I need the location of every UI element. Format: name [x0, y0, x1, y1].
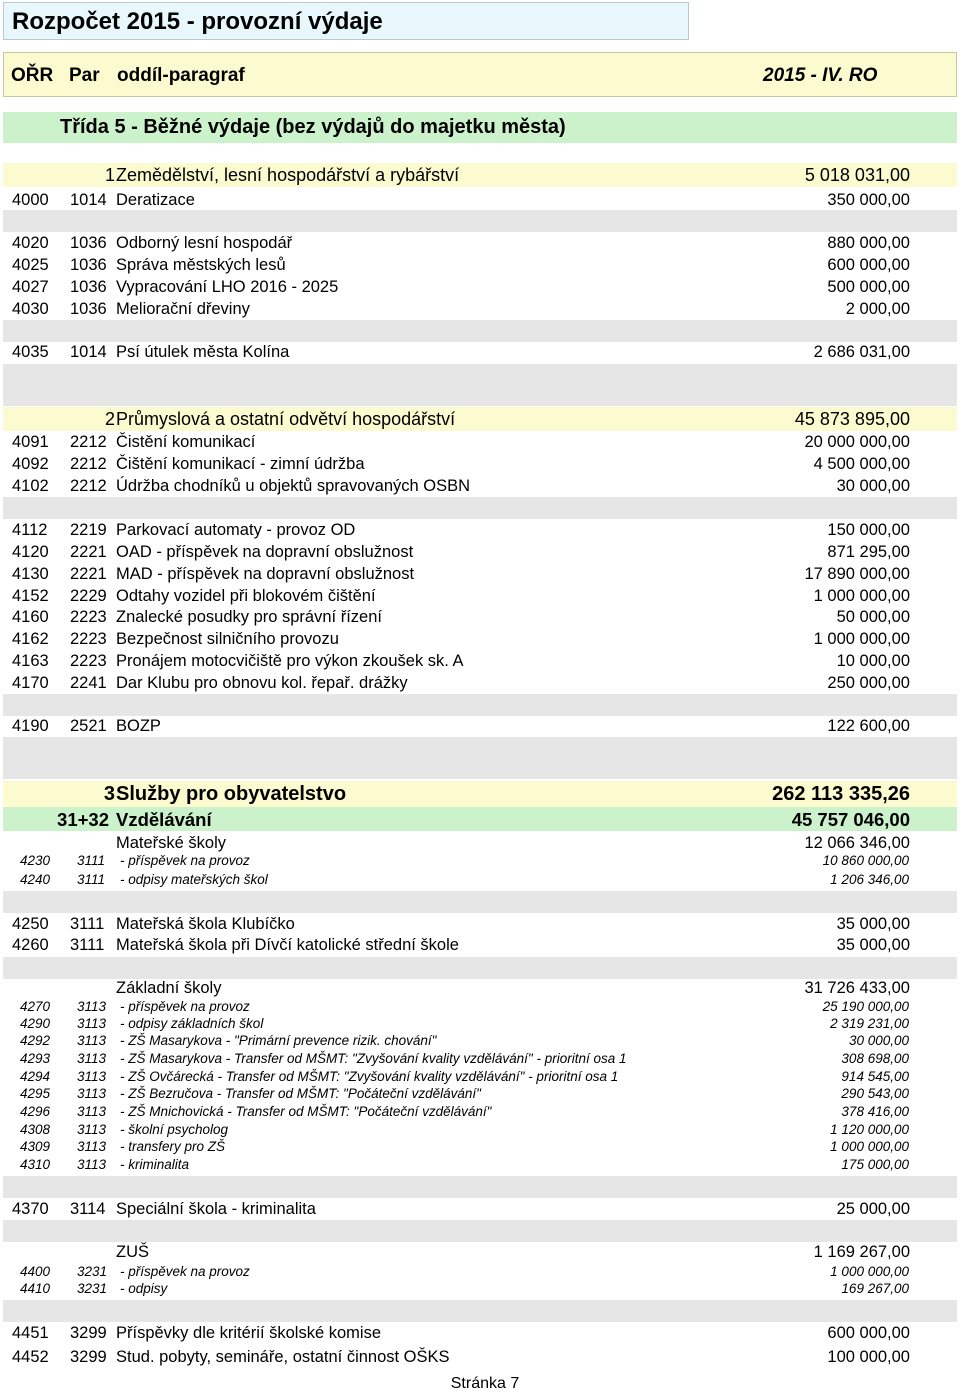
paragraph-code: 2223	[70, 652, 107, 670]
orr-code: 4452	[12, 1348, 49, 1366]
item-amount: 1 169 267,00	[813, 1243, 910, 1261]
item-amount: 600 000,00	[827, 1324, 910, 1342]
item-amount: 290 543,00	[841, 1086, 909, 1101]
item-amount: 1 000 000,00	[813, 587, 910, 605]
orr-code: 4260	[12, 936, 49, 954]
item-amount: 4 500 000,00	[813, 455, 910, 473]
paragraph-code: 3231	[77, 1264, 108, 1279]
page-title-box	[3, 2, 689, 40]
table-row	[3, 934, 957, 956]
table-row	[3, 519, 957, 541]
paragraph-code: 3114	[70, 1200, 106, 1218]
paragraph-code: 1014	[70, 343, 107, 361]
table-row	[3, 254, 957, 276]
item-amount: 871 295,00	[827, 543, 910, 561]
item-amount: 378 416,00	[841, 1104, 909, 1119]
class-title-row	[3, 112, 957, 143]
orr-code: 4230	[20, 853, 51, 868]
spacer-row	[3, 497, 957, 519]
orr-code: 4290	[20, 1016, 51, 1031]
table-row	[3, 1138, 957, 1155]
spacer-row	[3, 320, 957, 342]
paragraph-code: 3113	[77, 1016, 107, 1031]
paragraph-code: 2229	[70, 587, 107, 605]
orr-code: 4102	[12, 477, 49, 495]
orr-code: 4294	[20, 1069, 51, 1084]
spacer-row	[3, 1300, 957, 1322]
paragraph-code: 1014	[70, 191, 107, 209]
item-amount: 45 757 046,00	[791, 809, 910, 830]
item-description: Průmyslová a ostatní odvětví hospodářství	[116, 409, 456, 429]
group-row	[3, 1241, 957, 1263]
item-amount: 1 120 000,00	[830, 1122, 909, 1137]
item-amount: 1 000 000,00	[830, 1264, 909, 1279]
paragraph-code: 2521	[70, 717, 107, 735]
orr-code: 4152	[12, 587, 49, 605]
item-amount: 10 860 000,00	[822, 853, 909, 868]
table-row	[3, 563, 957, 585]
item-description: Čištění komunikací - zimní údržba	[116, 455, 365, 473]
spacer-row	[3, 737, 957, 779]
paragraph-code: 2212	[70, 455, 107, 473]
item-description: OAD - příspěvek na dopravní obslužnost	[116, 543, 414, 561]
orr-code: 4270	[20, 999, 51, 1014]
header-section: oddíl-paragraf	[117, 65, 245, 86]
paragraph-code: 1036	[70, 278, 107, 296]
item-description: - kriminalita	[120, 1157, 190, 1172]
orr-code: 4163	[12, 652, 49, 670]
item-description: Mateřské školy	[116, 834, 227, 852]
item-amount: 12 066 346,00	[804, 834, 910, 852]
item-description: Deratizace	[116, 191, 195, 209]
item-amount: 17 890 000,00	[804, 565, 910, 583]
paragraph-code: 3113	[77, 1157, 107, 1172]
header-amount: 2015 - IV. RO	[763, 65, 878, 86]
table-row	[3, 298, 957, 320]
class-title: Třída 5 - Běžné výdaje (bez výdajů do majetku města)	[60, 116, 566, 138]
paragraph-code: 3299	[70, 1348, 107, 1366]
table-row	[3, 913, 957, 935]
section-row	[3, 407, 957, 431]
item-amount: 600 000,00	[827, 256, 910, 274]
spacer-row	[3, 694, 957, 716]
orr-code: 4120	[12, 543, 49, 561]
table-row	[3, 453, 957, 475]
item-amount: 500 000,00	[827, 278, 910, 296]
item-description: Znalecké posudky pro správní řízení	[116, 608, 382, 626]
table-row	[3, 1068, 957, 1085]
table-row	[3, 650, 957, 672]
item-amount: 122 600,00	[827, 717, 910, 735]
paragraph-code: 2212	[70, 477, 107, 495]
item-description: ZUŠ	[116, 1243, 149, 1261]
paragraph-code: 1	[104, 165, 115, 185]
paragraph-code: 31+32	[57, 809, 109, 830]
item-amount: 1 000 000,00	[813, 630, 910, 648]
item-description: Základní školy	[116, 979, 222, 997]
paragraph-code: 2221	[70, 543, 107, 561]
paragraph-code: 2221	[70, 565, 107, 583]
orr-code: 4112	[12, 521, 48, 539]
item-description: Parkovací automaty - provoz OD	[116, 521, 356, 539]
item-description: - příspěvek na provoz	[120, 999, 250, 1014]
orr-code: 4292	[20, 1033, 51, 1048]
section-row	[3, 163, 957, 187]
item-amount: 169 267,00	[841, 1281, 909, 1296]
item-description: Meliorační dřeviny	[116, 300, 250, 318]
item-amount: 2 686 031,00	[813, 343, 910, 361]
item-amount: 175 000,00	[841, 1157, 909, 1172]
table-row	[3, 1121, 957, 1138]
item-description: Služby pro obyvatelstvo	[116, 783, 347, 805]
orr-code: 4160	[12, 608, 49, 626]
item-description: BOZP	[116, 717, 161, 735]
table-row	[3, 1346, 957, 1368]
paragraph-code: 3111	[77, 853, 106, 868]
orr-code: 4370	[12, 1200, 49, 1218]
item-description: Správa městských lesů	[116, 256, 286, 274]
orr-code: 4092	[12, 455, 49, 473]
paragraph-code: 2223	[70, 608, 107, 626]
item-description: Pronájem motocvičiště pro výkon zkoušek sk. A	[116, 652, 464, 670]
table-row	[3, 341, 957, 363]
item-description: - ZŠ Masarykova - "Primární prevence rizik. chování"	[120, 1033, 437, 1048]
item-amount: 30 000,00	[848, 1033, 909, 1048]
item-description: Příspěvky dle kritérií školské komise	[116, 1324, 381, 1342]
item-description: - ZŠ Mnichovická - Transfer od MŠMT: "Počáteční vzdělávání"	[120, 1104, 492, 1119]
orr-code: 4296	[20, 1104, 51, 1119]
table-row	[3, 852, 957, 869]
item-description: - příspěvek na provoz	[120, 853, 250, 868]
item-description: Zemědělství, lesní hospodářství a rybářství	[116, 165, 460, 185]
paragraph-code: 2223	[70, 630, 107, 648]
item-description: Mateřská škola Klubíčko	[116, 915, 295, 933]
table-row	[3, 606, 957, 628]
page-title: Rozpočet 2015 - provozní výdaje	[12, 8, 383, 35]
orr-code: 4130	[12, 565, 49, 583]
table-row	[3, 431, 957, 453]
item-amount: 25 000,00	[836, 1200, 910, 1218]
paragraph-code: 3111	[70, 936, 105, 954]
paragraph-code: 3231	[77, 1281, 108, 1296]
paragraph-code: 3113	[77, 1104, 107, 1119]
subsection-row	[3, 807, 957, 831]
paragraph-code: 3113	[77, 999, 107, 1014]
paragraph-code: 3111	[77, 872, 106, 887]
paragraph-code: 2	[104, 409, 115, 429]
group-row	[3, 832, 957, 854]
item-description: Vzdělávání	[116, 809, 212, 830]
paragraph-code: 2212	[70, 433, 107, 451]
spacer-row	[3, 957, 957, 979]
page-footer	[0, 1375, 960, 1393]
item-amount: 1 000 000,00	[830, 1139, 909, 1154]
orr-code: 4451	[12, 1324, 49, 1342]
item-amount: 5 018 031,00	[804, 165, 910, 185]
paragraph-code: 3113	[77, 1139, 107, 1154]
header-par: Par	[69, 65, 100, 86]
page-number: Stránka 7	[450, 1375, 520, 1392]
item-amount: 350 000,00	[827, 191, 910, 209]
item-description: Vypracování LHO 2016 - 2025	[116, 278, 339, 296]
paragraph-code: 3113	[77, 1086, 107, 1101]
table-row	[3, 871, 957, 888]
orr-code: 4035	[12, 343, 49, 361]
table-row	[3, 1322, 957, 1344]
paragraph-code: 1036	[70, 234, 107, 252]
item-amount: 25 190 000,00	[822, 999, 909, 1014]
group-row	[3, 977, 957, 999]
orr-code: 4309	[20, 1139, 51, 1154]
paragraph-code: 3113	[77, 1051, 107, 1066]
table-row	[3, 475, 957, 497]
item-amount: 35 000,00	[836, 915, 910, 933]
column-header	[3, 52, 957, 97]
header-orr: OŘR	[11, 65, 54, 86]
item-description: - odpisy základních škol	[120, 1016, 264, 1031]
item-description: Stud. pobyty, semináře, ostatní činnost OŠKS	[116, 1348, 450, 1366]
spacer-row	[3, 1176, 957, 1198]
table-row	[3, 998, 957, 1015]
item-description: Psí útulek města Kolína	[116, 343, 290, 361]
table-row	[3, 1103, 957, 1120]
item-description: Čistění komunikací	[116, 433, 256, 451]
item-amount: 35 000,00	[836, 936, 910, 954]
item-description: - ZŠ Bezručova - Transfer od MŠMT: "Počáteční vzdělávání"	[120, 1086, 481, 1101]
item-description: - odpisy	[120, 1281, 168, 1296]
orr-code: 4308	[20, 1122, 51, 1137]
table-row	[3, 1198, 957, 1220]
spacer-row	[3, 891, 957, 913]
item-description: - příspěvek na provoz	[120, 1264, 250, 1279]
item-amount: 880 000,00	[827, 234, 910, 252]
orr-code: 4091	[12, 433, 49, 451]
orr-code: 4162	[12, 630, 49, 648]
orr-code: 4240	[20, 872, 51, 887]
item-description: - transfery pro ZŠ	[120, 1139, 226, 1154]
item-amount: 308 698,00	[841, 1051, 909, 1066]
table-row	[3, 541, 957, 563]
item-description: - ZŠ Ovčárecká - Transfer od MŠMT: "Zvyšování kvality vzdělávání" - prioritní osa 1	[120, 1069, 619, 1084]
orr-code: 4020	[12, 234, 49, 252]
table-row	[3, 232, 957, 254]
table-row	[3, 1280, 957, 1297]
table-row	[3, 585, 957, 607]
table-row	[3, 715, 957, 737]
orr-code: 4025	[12, 256, 49, 274]
item-description: Odtahy vozidel při blokovém čištění	[116, 587, 376, 605]
item-description: Údržba chodníků u objektů spravovaných OSBN	[116, 477, 471, 495]
table-row	[3, 276, 957, 298]
item-description: - ZŠ Masarykova - Transfer od MŠMT: "Zvyšování kvality vzdělávání" - prioritní osa 1	[120, 1051, 627, 1066]
table-row	[3, 1015, 957, 1032]
table-row	[3, 1085, 957, 1102]
item-amount: 20 000 000,00	[804, 433, 910, 451]
item-description: - odpisy mateřských škol	[120, 872, 268, 887]
section-row	[3, 781, 957, 807]
paragraph-code: 3111	[70, 915, 105, 933]
item-amount: 45 873 895,00	[794, 409, 910, 429]
orr-code: 4190	[12, 717, 49, 735]
item-description: Speciální škola - kriminalita	[116, 1200, 316, 1218]
paragraph-code: 2219	[70, 521, 107, 539]
item-amount: 31 726 433,00	[804, 979, 910, 997]
item-amount: 150 000,00	[827, 521, 910, 539]
orr-code: 4000	[12, 191, 49, 209]
item-amount: 1 206 346,00	[830, 872, 909, 887]
paragraph-code: 3113	[77, 1122, 107, 1137]
item-description: Odborný lesní hospodář	[116, 234, 293, 252]
item-amount: 262 113 335,26	[772, 783, 910, 805]
table-row	[3, 1263, 957, 1280]
item-description: Dar Klubu pro obnovu kol. řepař. drážky	[116, 674, 408, 692]
paragraph-code: 3113	[77, 1033, 107, 1048]
paragraph-code: 3113	[77, 1069, 107, 1084]
paragraph-code: 3	[103, 783, 115, 805]
table-row	[3, 189, 957, 211]
item-amount: 914 545,00	[841, 1069, 909, 1084]
orr-code: 4295	[20, 1086, 51, 1101]
item-description: Bezpečnost silničního provozu	[116, 630, 339, 648]
item-amount: 100 000,00	[827, 1348, 910, 1366]
orr-code: 4250	[12, 915, 49, 933]
paragraph-code: 3299	[70, 1324, 107, 1342]
item-amount: 10 000,00	[836, 652, 910, 670]
table-row	[3, 1032, 957, 1049]
orr-code: 4293	[20, 1051, 51, 1066]
item-description: Mateřská škola při Dívčí katolické střední škole	[116, 936, 459, 954]
table-row	[3, 1156, 957, 1173]
item-description: - školní psycholog	[120, 1122, 229, 1137]
orr-code: 4310	[20, 1157, 51, 1172]
table-row	[3, 628, 957, 650]
paragraph-code: 2241	[70, 674, 107, 692]
orr-code: 4030	[12, 300, 49, 318]
item-amount: 30 000,00	[836, 477, 910, 495]
item-amount: 2 319 231,00	[830, 1016, 909, 1031]
paragraph-code: 1036	[70, 300, 107, 318]
table-row	[3, 672, 957, 694]
orr-code: 4410	[20, 1281, 51, 1296]
item-amount: 2 000,00	[845, 300, 910, 318]
paragraph-code: 1036	[70, 256, 107, 274]
item-description: MAD - příspěvek na dopravní obslužnost	[116, 565, 415, 583]
item-amount: 250 000,00	[827, 674, 910, 692]
item-amount: 50 000,00	[836, 608, 910, 626]
spacer-row	[3, 1220, 957, 1242]
spacer-row	[3, 210, 957, 232]
orr-code: 4170	[12, 674, 49, 692]
spacer-row	[3, 364, 957, 406]
table-row	[3, 1050, 957, 1067]
orr-code: 4400	[20, 1264, 51, 1279]
orr-code: 4027	[12, 278, 49, 296]
